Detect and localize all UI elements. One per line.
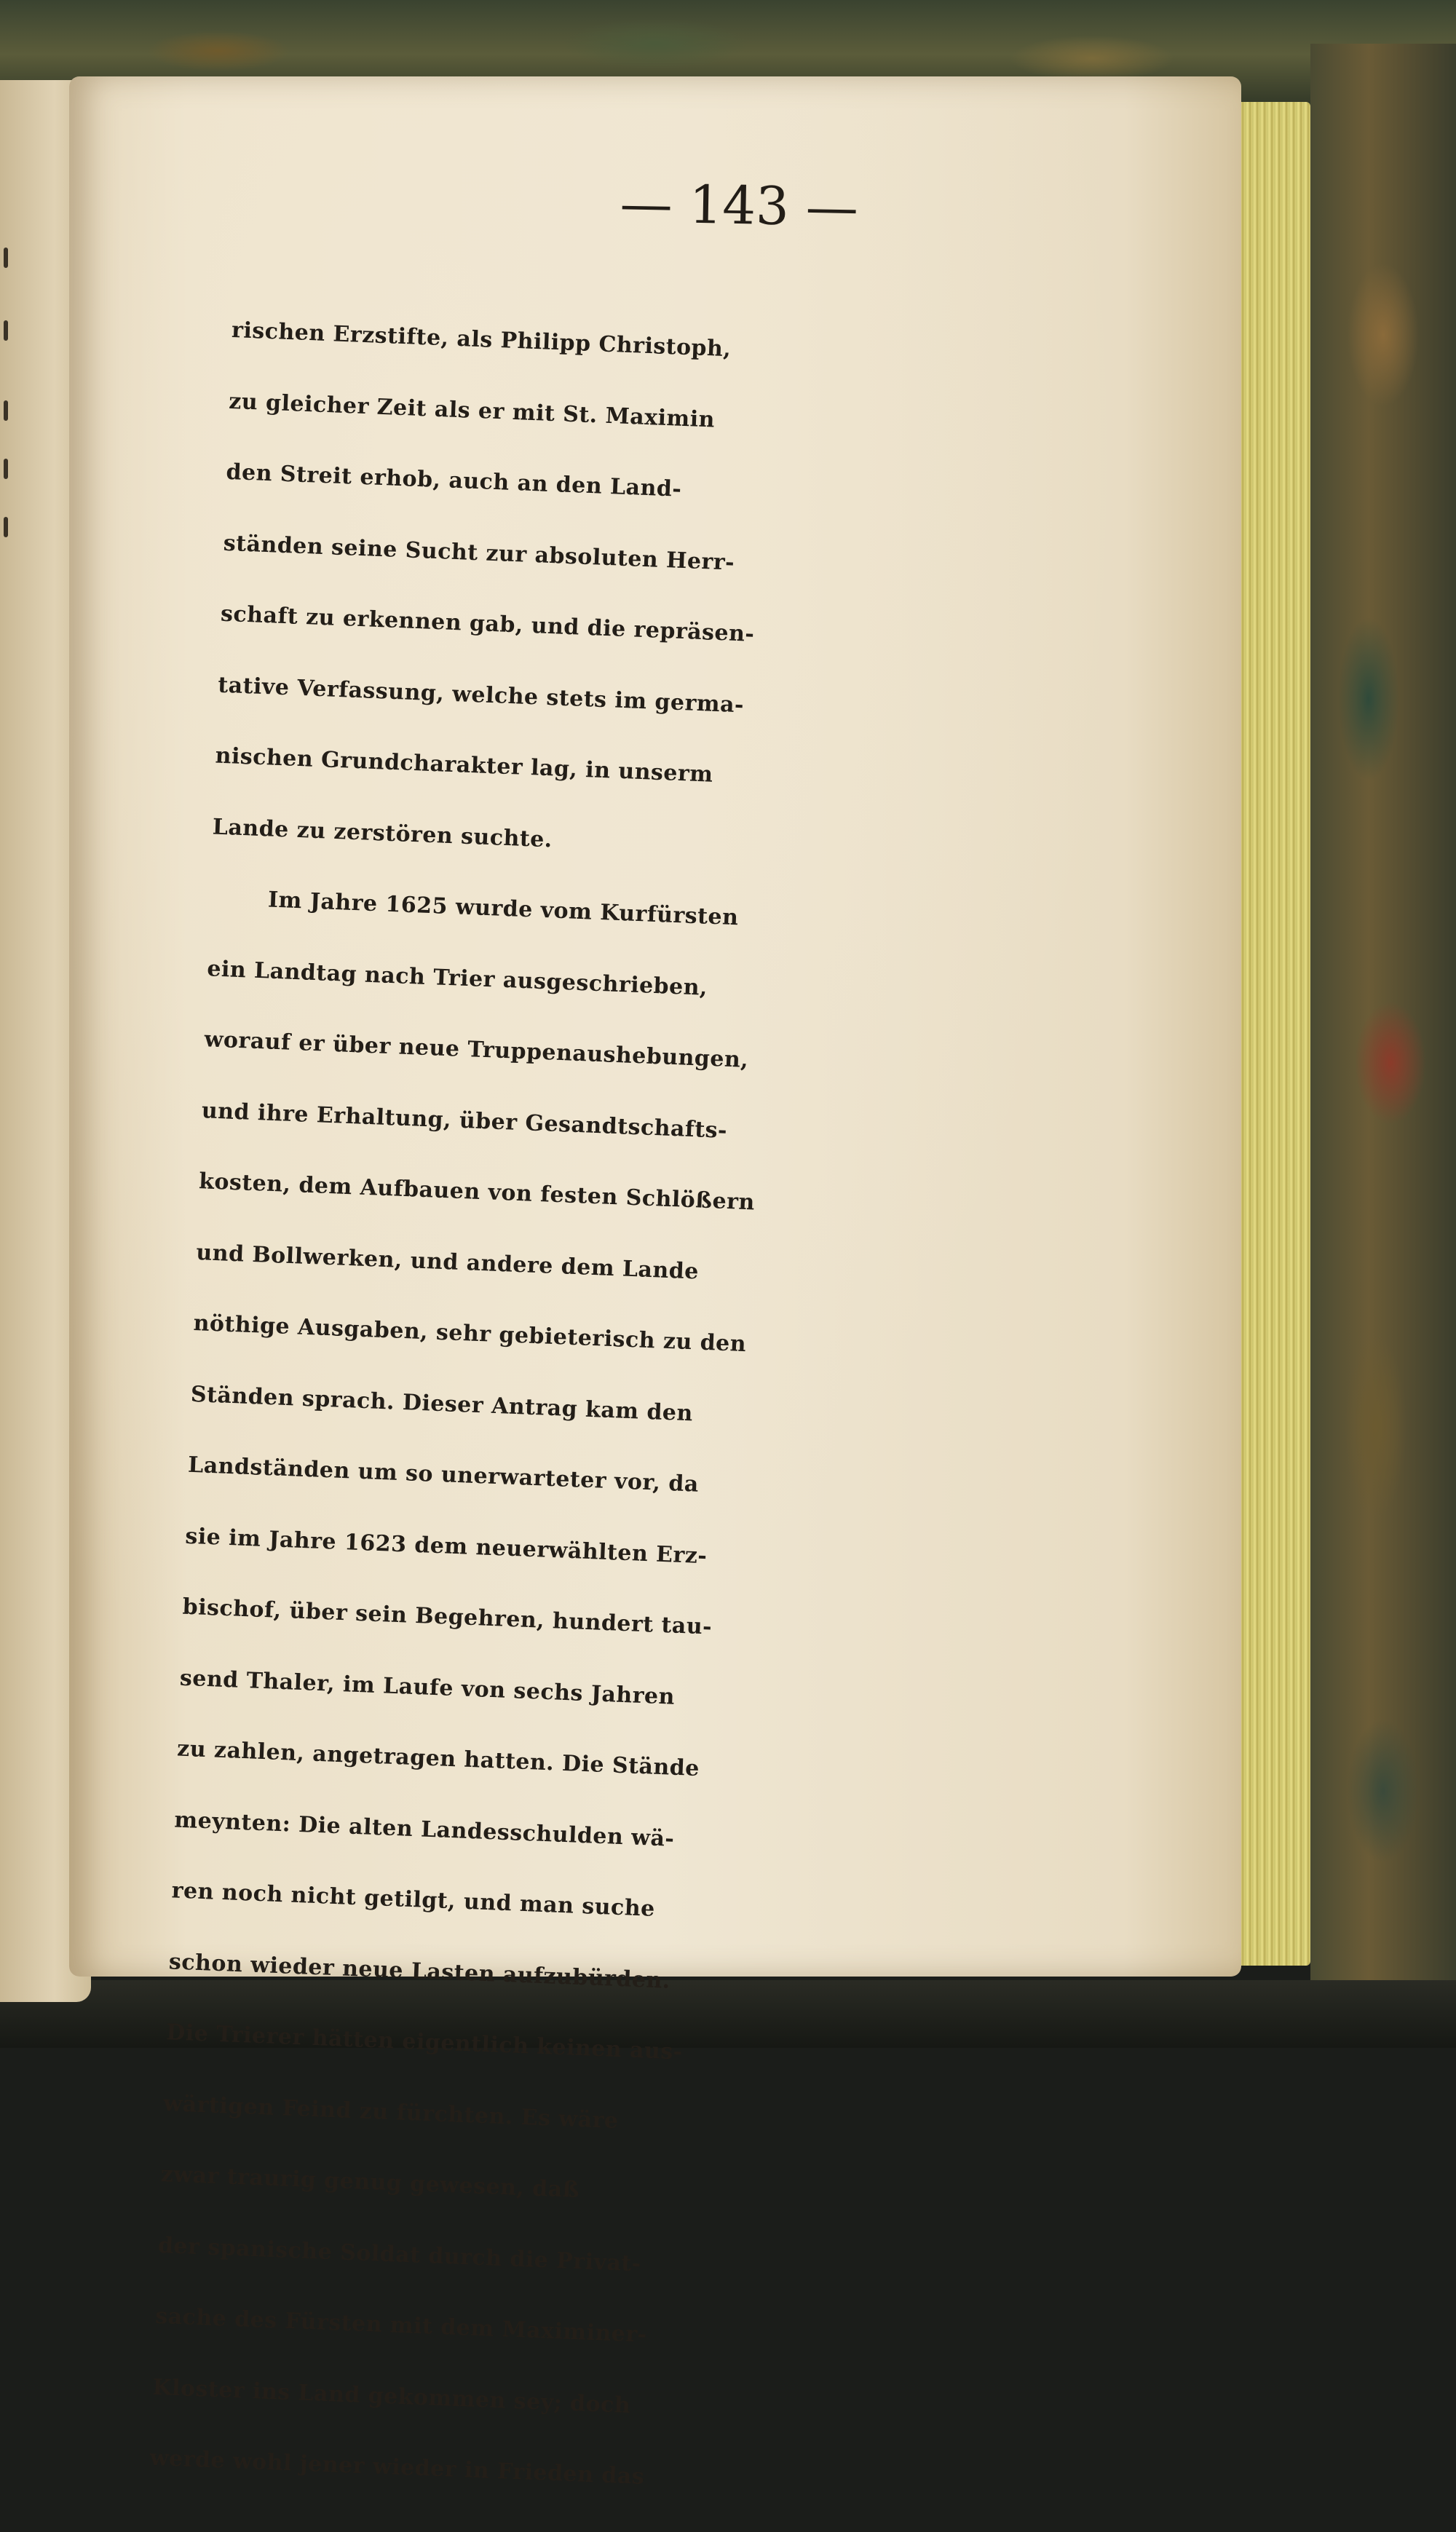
- page-body-text: [149, 295, 1237, 2490]
- text-line: den Streit erhob, auch an den Land-: [225, 459, 682, 502]
- text-line: zwar traurig genug gewesen, daß: [160, 2161, 580, 2204]
- page-number: — 143 —: [619, 173, 859, 238]
- text-line: Die Trierer hätten eigentlich keinen aus-: [165, 2019, 684, 2065]
- text-line: der spanische Soldat durch die Privat-: [157, 2232, 642, 2277]
- text-line: ein Landtag nach Trier ausgeschrieben,: [206, 955, 708, 1001]
- text-line: werde wohl jener wieder in Frieden das: [149, 2445, 645, 2490]
- gilt-page-edges: [1230, 102, 1310, 1966]
- text-line: Kloster ins Land gekommen sey; doch: [151, 2374, 631, 2418]
- text-line: tative Verfassung, welche stets im germa-: [217, 672, 745, 718]
- text-line: und ihre Erhaltung, über Gesandtschafts-: [201, 1097, 728, 1144]
- text-line: Landständen um so unerwarteter vor, da: [187, 1452, 700, 1498]
- text-line: bischof, über sein Begehren, hundert tau-: [182, 1594, 713, 1640]
- text-line: zu zahlen, angetragen hatten. Die Stände: [176, 1736, 700, 1782]
- text-line: zu gleicher Zeit als er mit St. Maximin: [228, 388, 716, 433]
- text-line: und Bollwerken, und andere dem Lande: [195, 1239, 700, 1285]
- text-line: Im Jahre 1625 wurde vom Kurfürsten: [267, 887, 740, 931]
- marbled-cover-right: [1310, 44, 1456, 2048]
- text-line: Ständen sprach. Dieser Antrag kam den: [190, 1381, 694, 1426]
- text-line: ren noch nicht getilgt, und man suche: [171, 1878, 656, 1922]
- text-line: sie im Jahre 1623 dem neuerwählten Erz-: [184, 1523, 708, 1569]
- text-line: nischen Grundcharakter lag, in unserm: [215, 743, 714, 788]
- text-line: schon wieder neue Lasten aufzubürden.: [168, 1948, 671, 1994]
- text-line: send Thaler, im Laufe von sechs Jahren: [179, 1665, 676, 1710]
- text-line: kosten, dem Aufbauen von festen Schlößern: [198, 1168, 756, 1216]
- text-line: schaft zu erkennen gab, und die repräsen-: [220, 601, 756, 647]
- text-line: meynten: Die alten Landesschulden wä-: [173, 1806, 676, 1852]
- text-line: sache des Fürsten mit dem Maximiner-: [154, 2303, 648, 2348]
- text-line: ständen seine Sucht zur absoluten Herr-: [223, 530, 735, 576]
- text-line: rischen Erzstifte, als Philipp Christoph,: [231, 317, 732, 363]
- text-line: Lande zu zerstören suchte.: [212, 813, 553, 852]
- text-line: worauf er über neue Truppenaushebungen,: [204, 1026, 749, 1073]
- text-line: nöthige Ausgaben, sehr gebieterisch zu den: [193, 1310, 747, 1358]
- text-line: wärtigen Feind zu fürchten. Es wäre: [162, 2090, 620, 2134]
- book-page: [69, 76, 1241, 2490]
